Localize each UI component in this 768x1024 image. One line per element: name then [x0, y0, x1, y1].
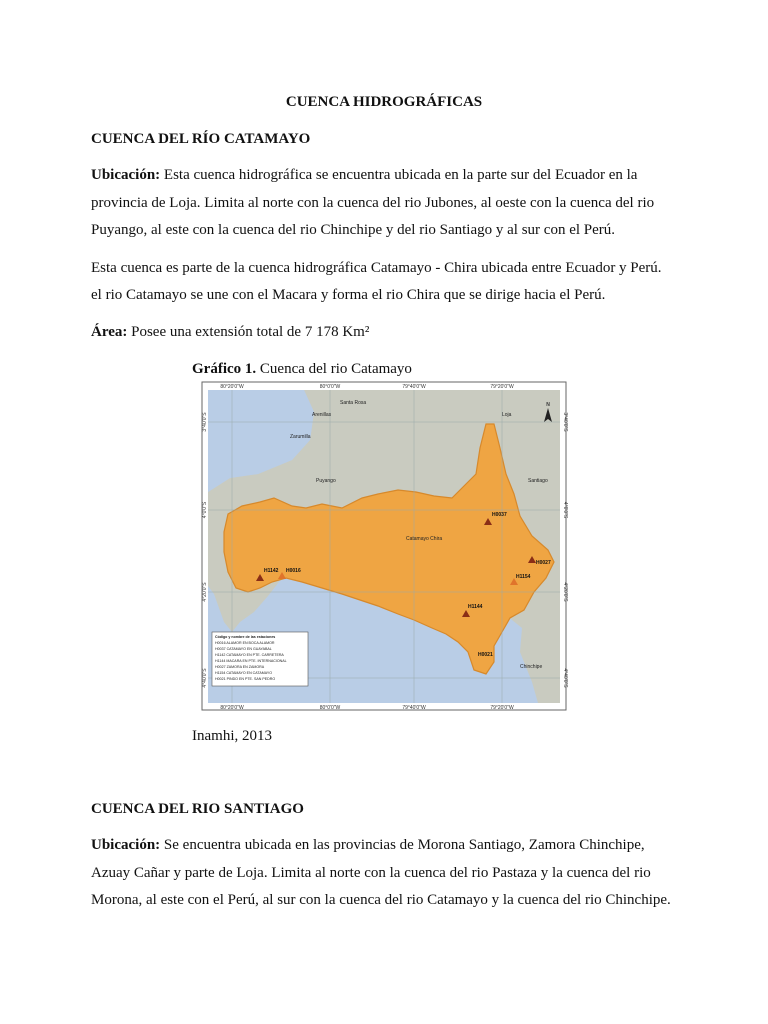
- place-catamayo-chira: Catamayo Chira: [406, 536, 443, 542]
- tick-right-4: 4°40'0"S: [562, 668, 568, 688]
- tick-left-4: 4°40'0"S: [202, 668, 208, 688]
- paragraph-ubicacion-line2: provincia de Loja. Limita al norte con la cuenca del rio Jubones, al oeste con la cuenca del rio: [91, 195, 655, 211]
- map-svg: [202, 382, 566, 710]
- area-text: Posee una extensión total de 7 178 Km²: [127, 324, 370, 340]
- station-label: H0027: [536, 560, 551, 566]
- legend-item: H0021 PINDO EN PTE. SAN PEDRO: [215, 677, 276, 681]
- figure-source: Inamhi, 2013: [192, 728, 272, 744]
- tick-bottom-3: 79°40'0"W: [402, 705, 426, 711]
- ubicacion-label-santiago: Ubicación:: [91, 837, 161, 853]
- paragraph-santiago-line3: Morona, al este con el Perú, al sur con la cuenca del rio Catamayo y la cuenca del rio Chinchipe.: [91, 892, 671, 908]
- paragraph-catamayo-chira-line1: Esta cuenca es parte de la cuenca hidrográfica Catamayo - Chira ubicada entre Ecuador y Perú.: [91, 260, 662, 276]
- paragraph-catamayo-chira-line2: el rio Catamayo se une con el Macara y forma el rio Chira que se dirige hacia el Perú.: [91, 287, 606, 303]
- tick-top-4: 79°20'0"W: [490, 384, 514, 390]
- tick-left-3: 4°20'0"S: [202, 582, 208, 602]
- tick-bottom-2: 80°0'0"W: [319, 705, 341, 711]
- place-loja: Loja: [502, 412, 512, 418]
- tick-bottom-1: 80°20'0"W: [220, 705, 244, 711]
- legend-title: Código y nombre de las estaciones: [215, 635, 276, 639]
- legend-item: H0016 ALAMOR EN BOCA ALAMOR: [215, 641, 275, 645]
- place-puyango: Puyango: [316, 478, 336, 484]
- tick-top-2: 80°0'0"W: [319, 384, 341, 390]
- area-label: Área:: [91, 324, 128, 340]
- station-h0021: [478, 652, 493, 658]
- tick-right-1: 3°40'0"S: [562, 412, 568, 432]
- tick-top-1: 80°20'0"W: [220, 384, 244, 390]
- section-heading-santiago: CUENCA DEL RIO SANTIAGO: [91, 801, 304, 817]
- place-zarumilla: Zarumilla: [290, 434, 311, 440]
- paragraph-ubicacion-line1: [91, 161, 691, 189]
- document-title: CUENCA HIDROGRÁFICAS: [285, 94, 483, 110]
- tick-top-3: 79°40'0"W: [402, 384, 426, 390]
- map-legend: [212, 632, 308, 686]
- station-label: H0016: [286, 568, 301, 574]
- figure-label: Gráfico 1.: [192, 361, 257, 377]
- tick-left-2: 4°0'0"S: [202, 501, 208, 519]
- legend-item: H0037 CATAMAYO EN GUAYABAL: [215, 647, 272, 651]
- section-heading-catamayo: CUENCA DEL RÍO CATAMAYO: [91, 131, 311, 147]
- place-santa-rosa: Santa Rosa: [340, 400, 367, 406]
- figure-caption-text: Cuenca del rio Catamayo: [256, 361, 412, 377]
- paragraph-area: [91, 318, 691, 346]
- paragraph-ubicacion-line3: Puyango, al este con la cuenca del rio Chinchipe y del rio Santiago y al sur con el Perú.: [91, 222, 616, 238]
- tick-right-2: 4°0'0"S: [562, 501, 568, 519]
- station-label: H1142: [264, 568, 279, 574]
- station-label: H1154: [516, 574, 531, 580]
- catamayo-basin-map: [202, 382, 566, 710]
- legend-item: H1154 CATAMAYO EN CATAMAYO: [215, 671, 273, 675]
- santiago-text: Se encuentra ubicada en las provincias de Morona Santiago, Zamora Chinchipe,: [160, 837, 645, 853]
- legend-item: H1142 CATAMAYO EN PTE. CARRETERA: [215, 653, 284, 657]
- ubicacion-label: Ubicación:: [91, 167, 161, 183]
- figure-caption: [192, 355, 412, 383]
- ubicacion-text: Esta cuenca hidrográfica se encuentra ubicada en la parte sur del Ecuador en la: [160, 167, 638, 183]
- station-label: H0021: [478, 652, 493, 658]
- station-label: H0037: [492, 512, 507, 518]
- tick-bottom-4: 79°20'0"W: [490, 705, 514, 711]
- station-label: H1144: [468, 604, 483, 610]
- paragraph-santiago-line1: [91, 831, 691, 859]
- paragraph-santiago-line2: Azuay Cañar y parte de Loja. Limita al norte con la cuenca del rio Pastaza y la cuenca del rio: [91, 865, 651, 881]
- tick-right-3: 4°20'0"S: [562, 582, 568, 602]
- place-arenillas: Arenillas: [312, 412, 332, 418]
- north-symbol: N: [546, 402, 550, 408]
- legend-item: H1144 MACARA EN PTE. INTERNACIONAL: [215, 659, 287, 663]
- tick-left-1: 3°40'0"S: [202, 412, 208, 432]
- legend-item: H0027 ZAMORA EN ZAMORA: [215, 665, 265, 669]
- place-chinchipe: Chinchipe: [520, 664, 543, 670]
- place-santiago: Santiago: [528, 478, 548, 484]
